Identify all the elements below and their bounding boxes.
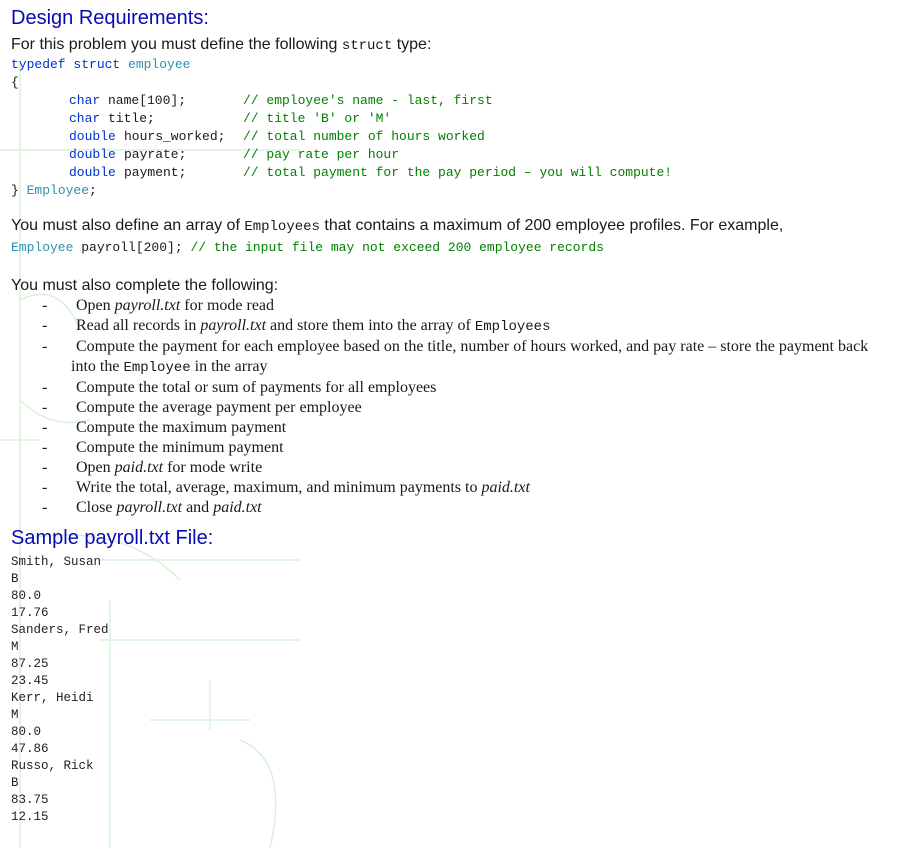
list-item [0, 498, 906, 518]
item-text: Write the total, average, maximum, and minimum payments to [76, 479, 482, 496]
bullet-dash: - [42, 338, 48, 355]
tasks-intro: You must also complete the following: [11, 277, 279, 294]
bullet-dash: - [42, 297, 48, 314]
bullet-dash: - [42, 399, 48, 416]
item-text: and [182, 499, 214, 516]
field-name: payrate; [124, 147, 187, 162]
list-item [0, 398, 906, 418]
sample-line: 80.0 [11, 589, 42, 603]
typedef-alias: Employee [26, 183, 90, 198]
sample-line: Sanders, Fred [11, 623, 109, 637]
struct-intro-text [11, 36, 431, 54]
list-item [0, 478, 906, 498]
array-paragraph [11, 217, 783, 235]
sample-line: 47.86 [11, 742, 49, 756]
item-text: Open [76, 297, 115, 314]
item-continuation [71, 357, 906, 378]
example-declaration: payroll[200]; [73, 240, 191, 255]
array-text-part1: You must also define an array of [11, 217, 245, 234]
sample-line: 83.75 [11, 793, 49, 807]
list-item [0, 438, 906, 458]
field-type: char [69, 111, 101, 126]
field-comment: // pay rate per hour [243, 147, 400, 162]
sample-line: 87.25 [11, 657, 49, 671]
employees-inline-code: Employees [244, 219, 320, 235]
list-item [0, 316, 906, 337]
semicolon: ; [89, 183, 97, 198]
filename: paid.txt [213, 499, 262, 516]
list-item [0, 337, 906, 378]
field-type: double [69, 147, 116, 162]
item-text: for mode write [163, 459, 263, 476]
sample-line: Kerr, Heidi [11, 691, 94, 705]
sample-file-contents [11, 554, 109, 826]
sample-line: Russo, Rick [11, 759, 94, 773]
item-text: into the [71, 358, 124, 375]
field-name: title; [108, 111, 155, 126]
sample-line: 17.76 [11, 606, 49, 620]
struct-field-comments [243, 92, 672, 182]
design-requirements-heading: Design Requirements: [11, 7, 209, 29]
item-text: Compute the minimum payment [76, 439, 284, 456]
open-brace: { [11, 75, 19, 90]
sample-line: 23.45 [11, 674, 49, 688]
example-type: Employee [11, 240, 74, 255]
field-type: double [69, 129, 116, 144]
field-comment: // employee's name - last, first [243, 93, 493, 108]
example-comment: // the input file may not exceed 200 employee records [190, 240, 604, 255]
filename: payroll.txt [200, 317, 267, 334]
bullet-dash: - [42, 439, 48, 456]
field-type: char [69, 93, 101, 108]
inline-code: Employees [474, 319, 551, 335]
field-comment: // total number of hours worked [243, 129, 485, 144]
item-text: Compute the average payment per employee [76, 399, 362, 416]
bullet-dash: - [42, 419, 48, 436]
field-name: name[100]; [108, 93, 187, 108]
item-text: Read all records in [76, 317, 201, 334]
struct-intro-part1: For this problem you must define the following [11, 36, 342, 53]
filename: paid.txt [481, 479, 530, 496]
item-text: for mode read [180, 297, 275, 314]
struct-tag-name: employee [128, 57, 191, 72]
struct-keyword-inline: struct [341, 38, 393, 54]
list-item [0, 296, 906, 316]
item-text: in the array [190, 358, 268, 375]
bullet-dash: - [42, 459, 48, 476]
sample-line: 80.0 [11, 725, 42, 739]
sample-line: M [11, 708, 19, 722]
bullet-dash: - [42, 379, 48, 396]
item-text: Open [76, 459, 115, 476]
struct-closing-line [11, 182, 97, 200]
bullet-dash: - [42, 317, 48, 334]
field-comment: // total payment for the pay period – you will compute! [243, 165, 673, 180]
item-text: Close [76, 499, 117, 516]
sample-line: Smith, Susan [11, 555, 102, 569]
filename: payroll.txt [114, 297, 181, 314]
item-text: and store them into the array of [266, 317, 475, 334]
sample-line: B [11, 572, 19, 586]
list-item [0, 378, 906, 398]
field-name: payment; [124, 165, 187, 180]
sample-file-heading: Sample payroll.txt File: [11, 527, 214, 549]
field-name: hours_worked; [124, 129, 226, 144]
field-comment: // title 'B' or 'M' [243, 111, 392, 126]
array-text-part2: that contains a maximum of 200 employee profiles. For example, [319, 217, 784, 234]
sample-line: M [11, 640, 19, 654]
struct-field-names [69, 92, 225, 182]
array-example-code [11, 239, 604, 257]
bullet-dash: - [42, 499, 48, 516]
bullet-dash: - [42, 479, 48, 496]
struct-definition-code [11, 56, 190, 92]
filename: paid.txt [114, 459, 164, 476]
requirements-list [0, 296, 906, 518]
inline-code: Employee [123, 360, 191, 376]
sample-line: B [11, 776, 19, 790]
sample-line: 12.15 [11, 810, 49, 824]
field-type: double [69, 165, 116, 180]
list-item [0, 458, 906, 478]
item-text: Compute the maximum payment [76, 419, 287, 436]
struct-intro-part2: type: [392, 36, 432, 53]
item-text: Compute the payment for each employee based on the title, number of hours worked, and pay rate – store the payment back [76, 338, 869, 355]
item-text: Compute the total or sum of payments for all employees [76, 379, 437, 396]
close-brace: } [11, 183, 19, 198]
filename: payroll.txt [116, 499, 183, 516]
list-item [0, 418, 906, 438]
typedef-keyword: typedef struct [11, 57, 121, 72]
